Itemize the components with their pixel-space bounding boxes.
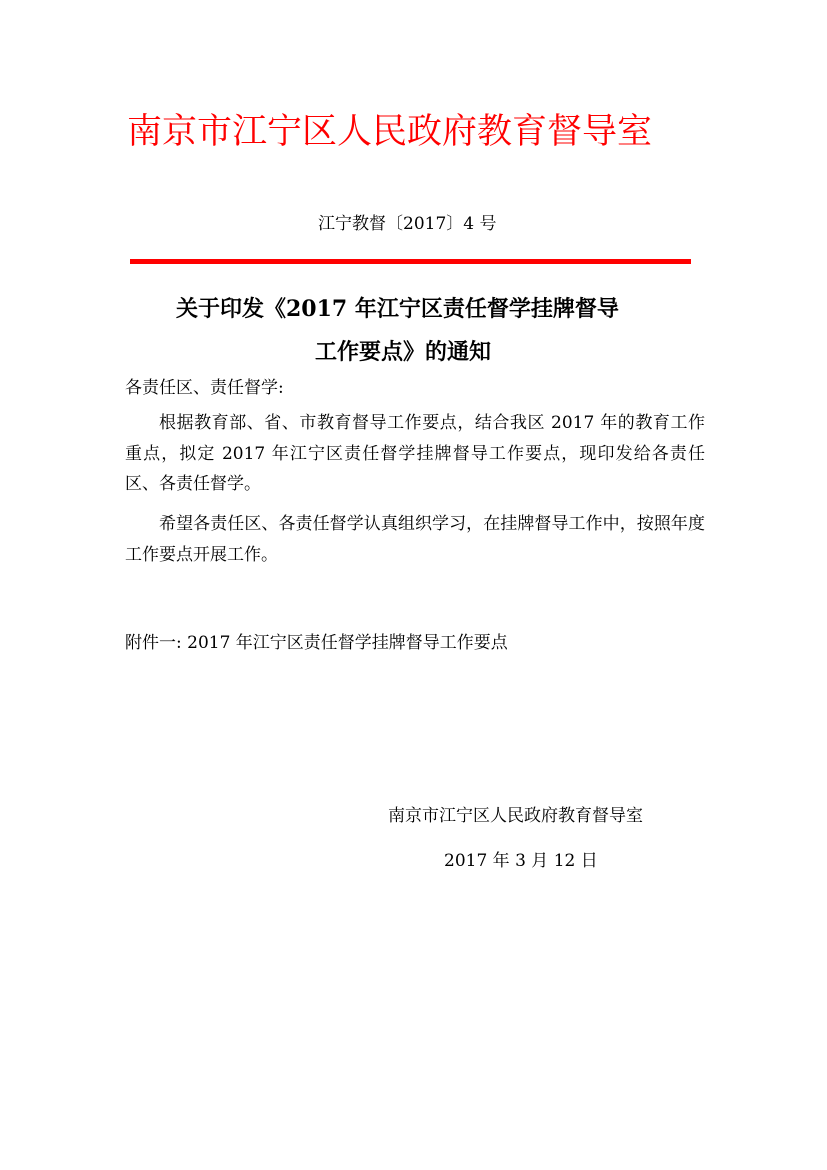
issuing-org-header: 南京市江宁区人民政府教育督导室 (127, 112, 653, 152)
document-number: 江宁教督〔2017〕4 号 (318, 214, 497, 234)
document-title-line-1: 关于印发《2017 年江宁区责任督学挂牌督导 (176, 296, 619, 322)
signature-org: 南京市江宁区人民政府教育督导室 (388, 806, 643, 826)
attachment-line: 附件一: 2017 年江宁区责任督学挂牌督导工作要点 (125, 633, 508, 653)
document-title-line-2: 工作要点》的通知 (315, 339, 492, 365)
body-paragraph: 希望各责任区、各责任督学认真组织学习，在挂牌督导工作中，按照年度工作要点开展工作。 (125, 514, 705, 565)
body-paragraph: 根据教育部、省、市教育督导工作要点，结合我区 2017 年的教育工作重点，拟定 2017 年江宁区责任督学挂牌督导工作要点，现印发给各责任区、各责任督学。 (125, 413, 705, 494)
salutation: 各责任区、责任督学: (125, 378, 284, 398)
red-divider-line (130, 259, 691, 264)
signature-date: 2017 年 3 月 12 日 (444, 851, 598, 871)
